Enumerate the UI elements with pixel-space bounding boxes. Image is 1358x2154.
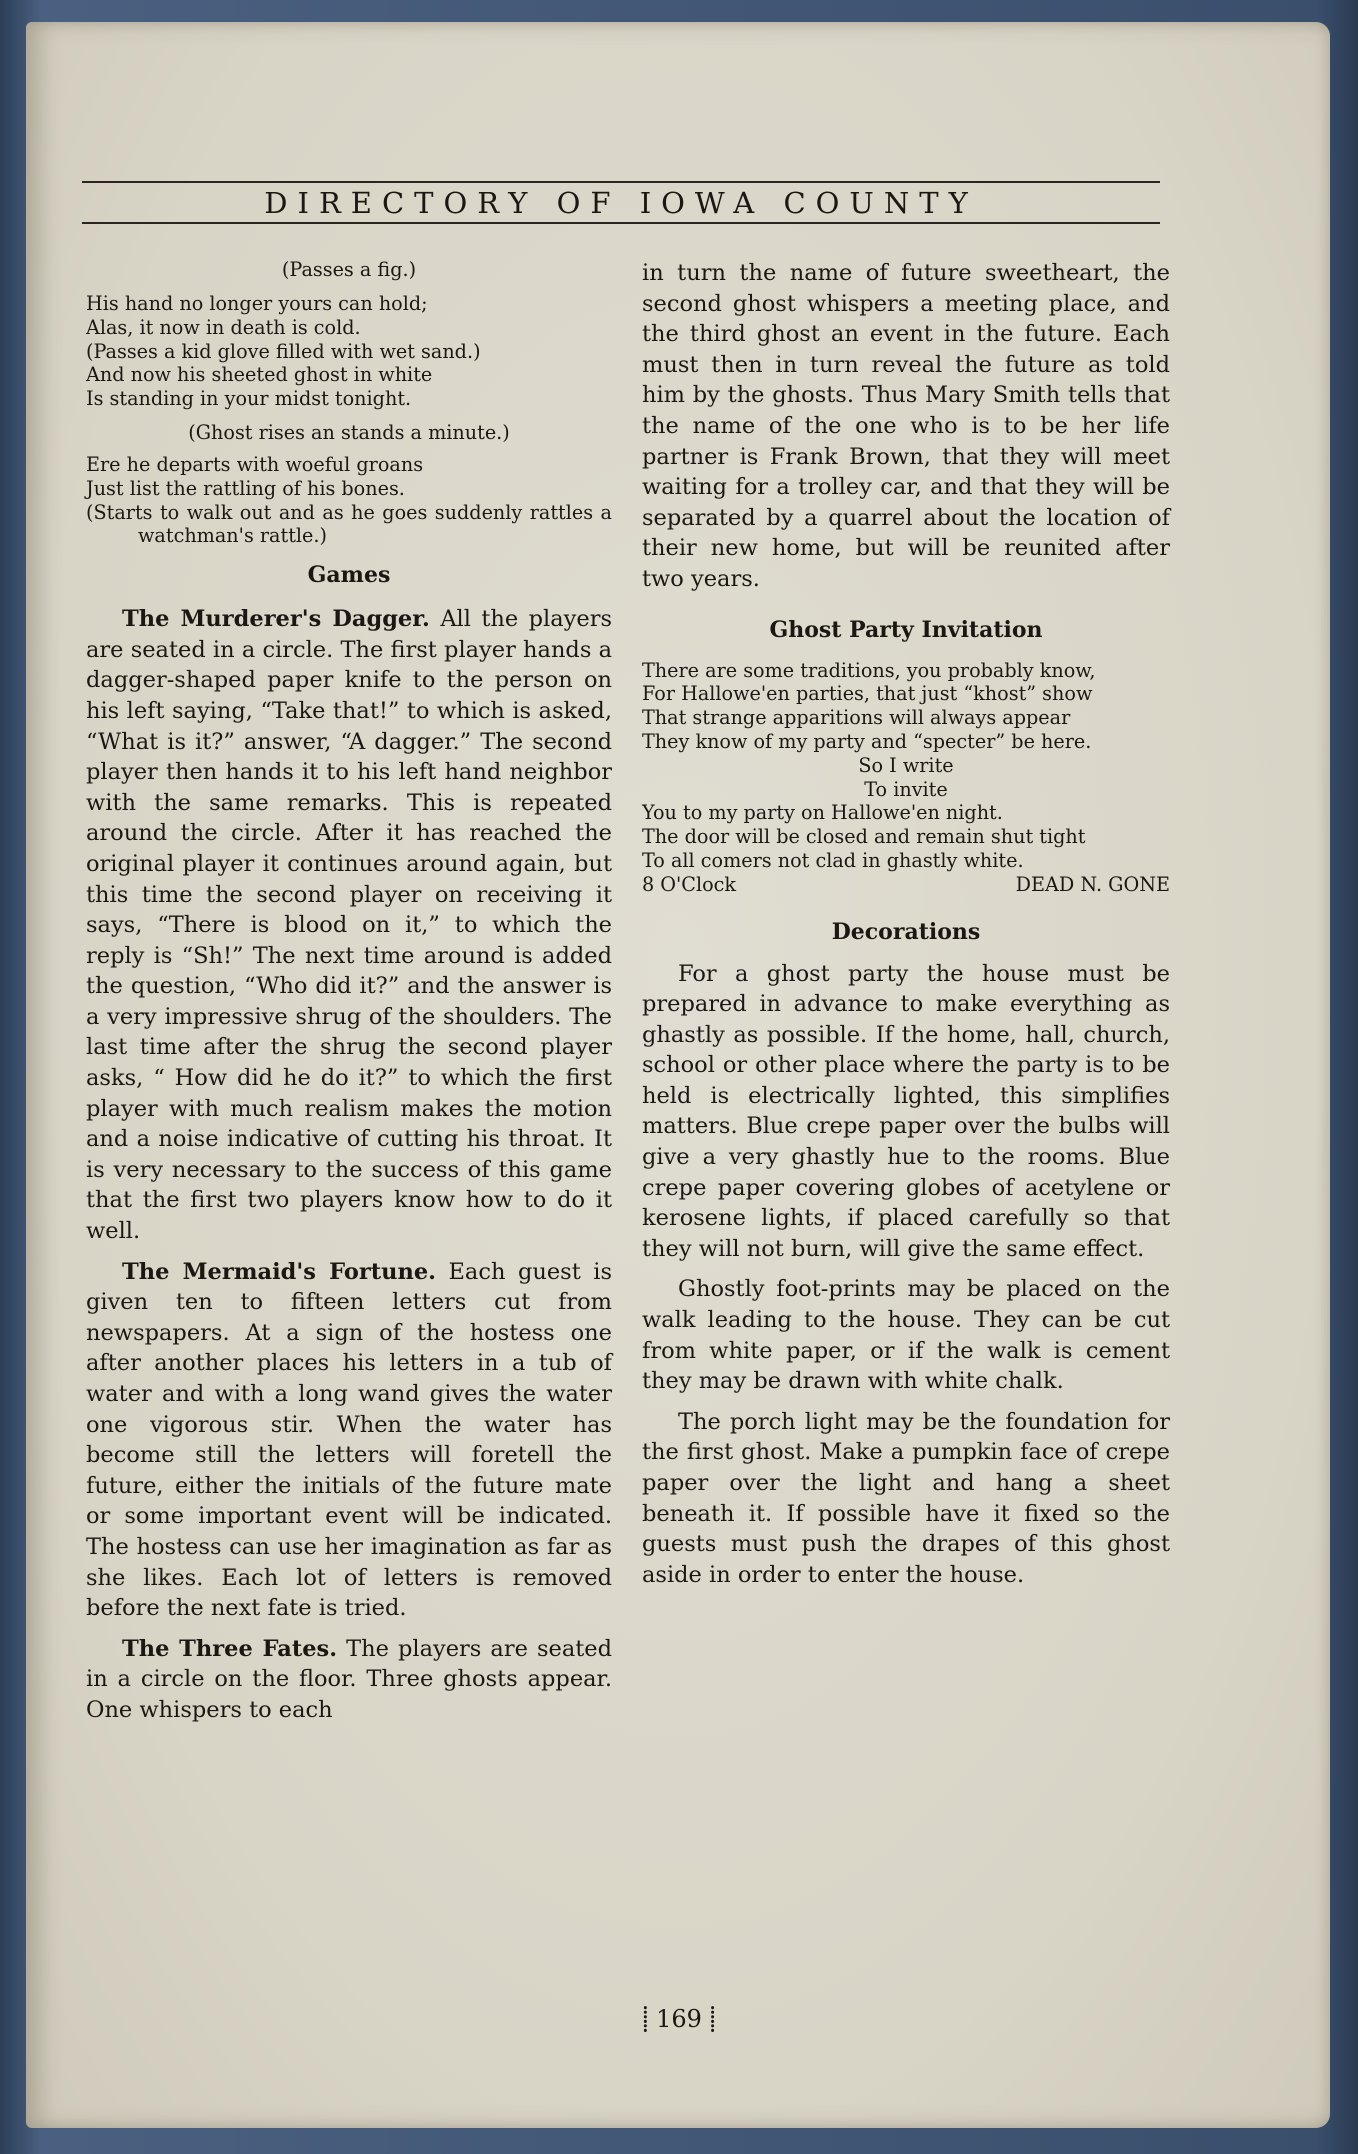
paragraph-text: All the players are seated in a circle. The first player hands a dagger-shaped paper knife to the person on his left saying, “Take that!” to which is asked, “What is it?” answer, “A dagger.” The second player then hands it to his left hand neighbor with the same remarks. This is repeated around the circle. After it has reached the original player it continues around again, but this time the second player on receiving it says, “There is blood on it,” to which the reply is “Sh!” The next time around is added the question, “Who did it?” and the answer is a very impressive shrug of the shoulders. The last time after the shrug the second player asks, “ How did he do it?” to which the first player with much realism makes the motion and a noise indicative of cutting his throat. It is very necessary to the success of this game that the first two players know how to do it well. [86,606,612,1245]
verse-line: And now his sheeted ghost in white [86,363,433,387]
section-heading-invitation: Ghost Party Invitation [769,616,1043,643]
section-heading-games: Games [307,562,391,589]
stage-direction: (Ghost rises an stands a minute.) [188,420,510,444]
invitation-poem [642,659,1170,897]
poem-line: They know of my party and “specter” be here. [642,729,1092,753]
poem-line: For Hallowe'en parties, that just “khost” show [642,682,1093,706]
paragraph-fates [86,1634,612,1726]
paragraph-text: Each guest is given ten to fifteen letters cut from newspapers. At a sign of the hostess one after another places his letters in a tub of water and with a long wand gives the water one vigorous stir. When the water has become still the letters will foretell the future, either the initials of the future mate or some important event will be indicated. The hostess can use her imagination as far as she likes. Each lot of letters is removed before the next fate is tried. [86,1258,613,1622]
header-rule-top [82,181,1160,183]
poem-line: That strange apparitions will always appear [642,706,1071,730]
verse-line: Alas, it now in death is cold. [86,315,361,339]
paragraph-fates-continued: in turn the name of future sweetheart, the second ghost whispers a meeting place, and the third ghost an event in the future. Each must then in turn reveal the future as told him by the ghosts. Thus Mary Smith tells that the name of the one who is to be her life partner is Frank Brown, that they will meet waiting for a trolley car, and that they will be separated by a quarrel about the location of their new home, but will be reunited after two years. [642,260,1170,592]
lead-title: The Murderer's Dagger. [122,606,430,633]
poem-line: To invite [864,777,948,801]
verse-line: (Passes a kid glove filled with wet sand.) [86,339,481,363]
poem-line: The door will be closed and remain shut tight [642,825,1086,849]
header-rule-bottom [82,222,1160,224]
paragraph-dagger [86,604,612,1246]
lead-title: The Mermaid's Fortune. [122,1258,436,1285]
page-number-value: 169 [656,2005,702,2033]
invitation-signer: DEAD N. GONE [1015,872,1170,896]
running-header: DIRECTORY OF IOWA COUNTY [264,186,978,220]
poem-line: So I write [858,753,954,777]
paragraph-decorations-3: The porch light may be the foundation for the first ghost. Make a pumpkin face of crepe paper over the light and hang a sheet beneath it. If possible have it fixed so the guests must push the drapes of this ghost aside in order to enter the house. [642,1408,1170,1588]
invitation-signature [642,873,1170,897]
verse-line: His hand no longer yours can hold; [86,292,428,315]
left-column [86,258,612,1726]
page-number [0,2004,1358,2034]
page-ornament-left-icon: ⸽ [642,2005,649,2033]
stage-direction: (Passes a fig.) [281,258,417,281]
verse-line: Ere he departs with woeful groans [86,452,424,476]
paragraph-mermaid [86,1257,612,1624]
verse-block-2 [86,453,612,548]
verse-block-1 [86,292,612,411]
poem-line: There are some traditions, you probably know, [642,658,1096,682]
page-ornament-right-icon: ⸽ [709,2005,716,2033]
verse-line: (Starts to walk out and as he goes suddenly rattles a watchman's rattle.) [86,500,612,548]
verse-line: Just list the rattling of his bones. [86,476,405,500]
invitation-time: 8 O'Clock [642,872,737,896]
poem-line: You to my party on Hallowe'en night. [642,801,1003,825]
poem-line: To all comers not clad in ghastly white. [642,848,1024,872]
lead-title: The Three Fates. [122,1635,338,1662]
paragraph-decorations-1: For a ghost party the house must be prepared in advance to make everything as ghastly as possible. If the home, hall, church, school or other place where the party is to be held is electrically lighted, this simplifies matters. Blue crepe paper over the bulbs will give a very ghastly hue to the rooms. Blue crepe paper covering globes of acetylene or kerosene lights, if placed carefully so that they will not burn, will give the same effect. [642,960,1170,1262]
paragraph-decorations-2: Ghostly foot-prints may be placed on the walk leading to the house. They can be cut from white paper, or if the walk is cement they may be drawn with white chalk. [642,1276,1170,1395]
verse-line: Is standing in your midst tonight. [86,387,412,411]
paragraph-text: The players are seated in a circle on the floor. Three ghosts appear. One whispers to each [86,1635,613,1723]
section-heading-decorations: Decorations [831,918,981,945]
right-column [642,258,1170,1590]
